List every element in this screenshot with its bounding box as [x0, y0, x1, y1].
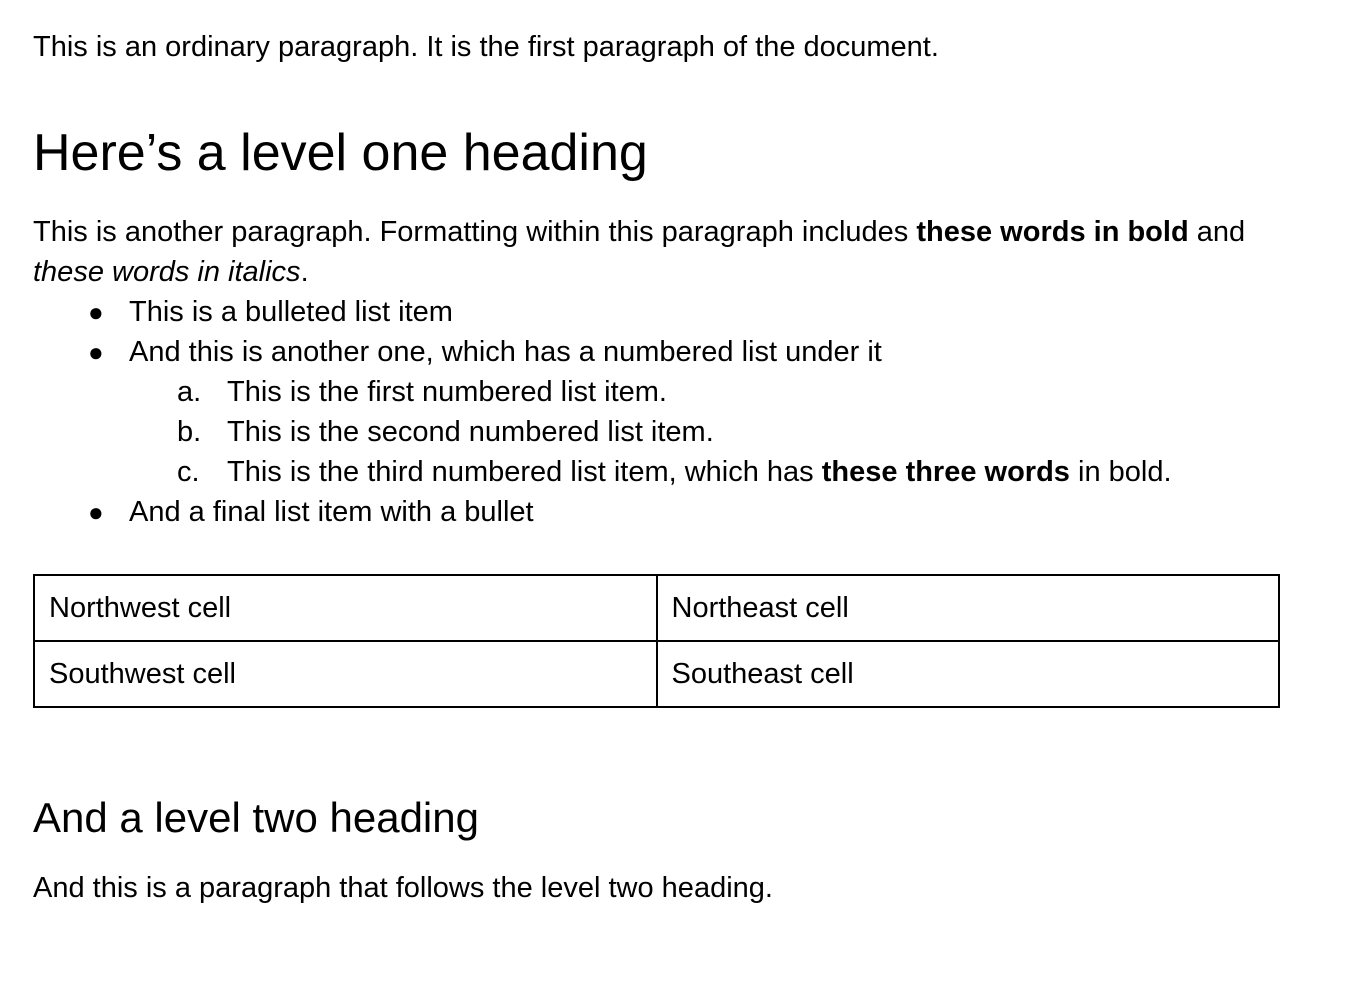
- intro-paragraph: This is an ordinary paragraph. It is the first paragraph of the document.: [33, 31, 939, 63]
- table-row-north: [34, 575, 1279, 641]
- numbered-item-a: [227, 372, 1293, 412]
- lettered-sublist: [129, 372, 1293, 492]
- cell-northeast: Northeast cell: [657, 575, 1280, 641]
- formatted-paragraph: [33, 212, 1293, 292]
- bulleted-list-item-1: [129, 292, 1293, 332]
- list-item-text: And a final list item with a bullet: [129, 496, 534, 528]
- level-two-heading: And a level two heading: [33, 794, 479, 841]
- text-segment-bold: these three words: [821, 456, 1070, 488]
- text-segment-italic: these words in italics: [33, 256, 301, 288]
- list-item-text: [227, 456, 1172, 488]
- text-segment-bold: these words in bold: [916, 216, 1189, 248]
- list-item-text: This is a bulleted list item: [129, 296, 453, 328]
- text-segment-normal: and: [1188, 216, 1246, 248]
- list-item-text: And this is another one, which has a numbered list under it: [129, 336, 882, 368]
- list-item-text: This is the second numbered list item.: [227, 416, 714, 448]
- document-body: [33, 27, 1293, 908]
- numbered-item-b: [227, 412, 1293, 452]
- cell-southwest: Southwest cell: [34, 641, 657, 707]
- text-segment-normal: This is the third numbered list item, which has: [227, 456, 822, 488]
- bulleted-list-item-2: [129, 332, 1293, 492]
- bulleted-list: [33, 292, 1293, 532]
- cell-southeast: Southeast cell: [657, 641, 1280, 707]
- bulleted-list-item-3: [129, 492, 1293, 532]
- content-table: [33, 574, 1280, 708]
- text-segment-normal: .: [300, 256, 309, 288]
- list-item-text: This is the first numbered list item.: [227, 376, 667, 408]
- numbered-item-c: [227, 452, 1293, 492]
- text-segment-normal: in bold.: [1069, 456, 1172, 488]
- closing-paragraph: And this is a paragraph that follows the level two heading.: [33, 872, 773, 904]
- table-row-south: [34, 641, 1279, 707]
- cell-northwest: Northwest cell: [34, 575, 657, 641]
- text-segment-normal: This is another paragraph. Formatting within this paragraph includes: [33, 216, 917, 248]
- level-one-heading: Here’s a level one heading: [33, 124, 648, 182]
